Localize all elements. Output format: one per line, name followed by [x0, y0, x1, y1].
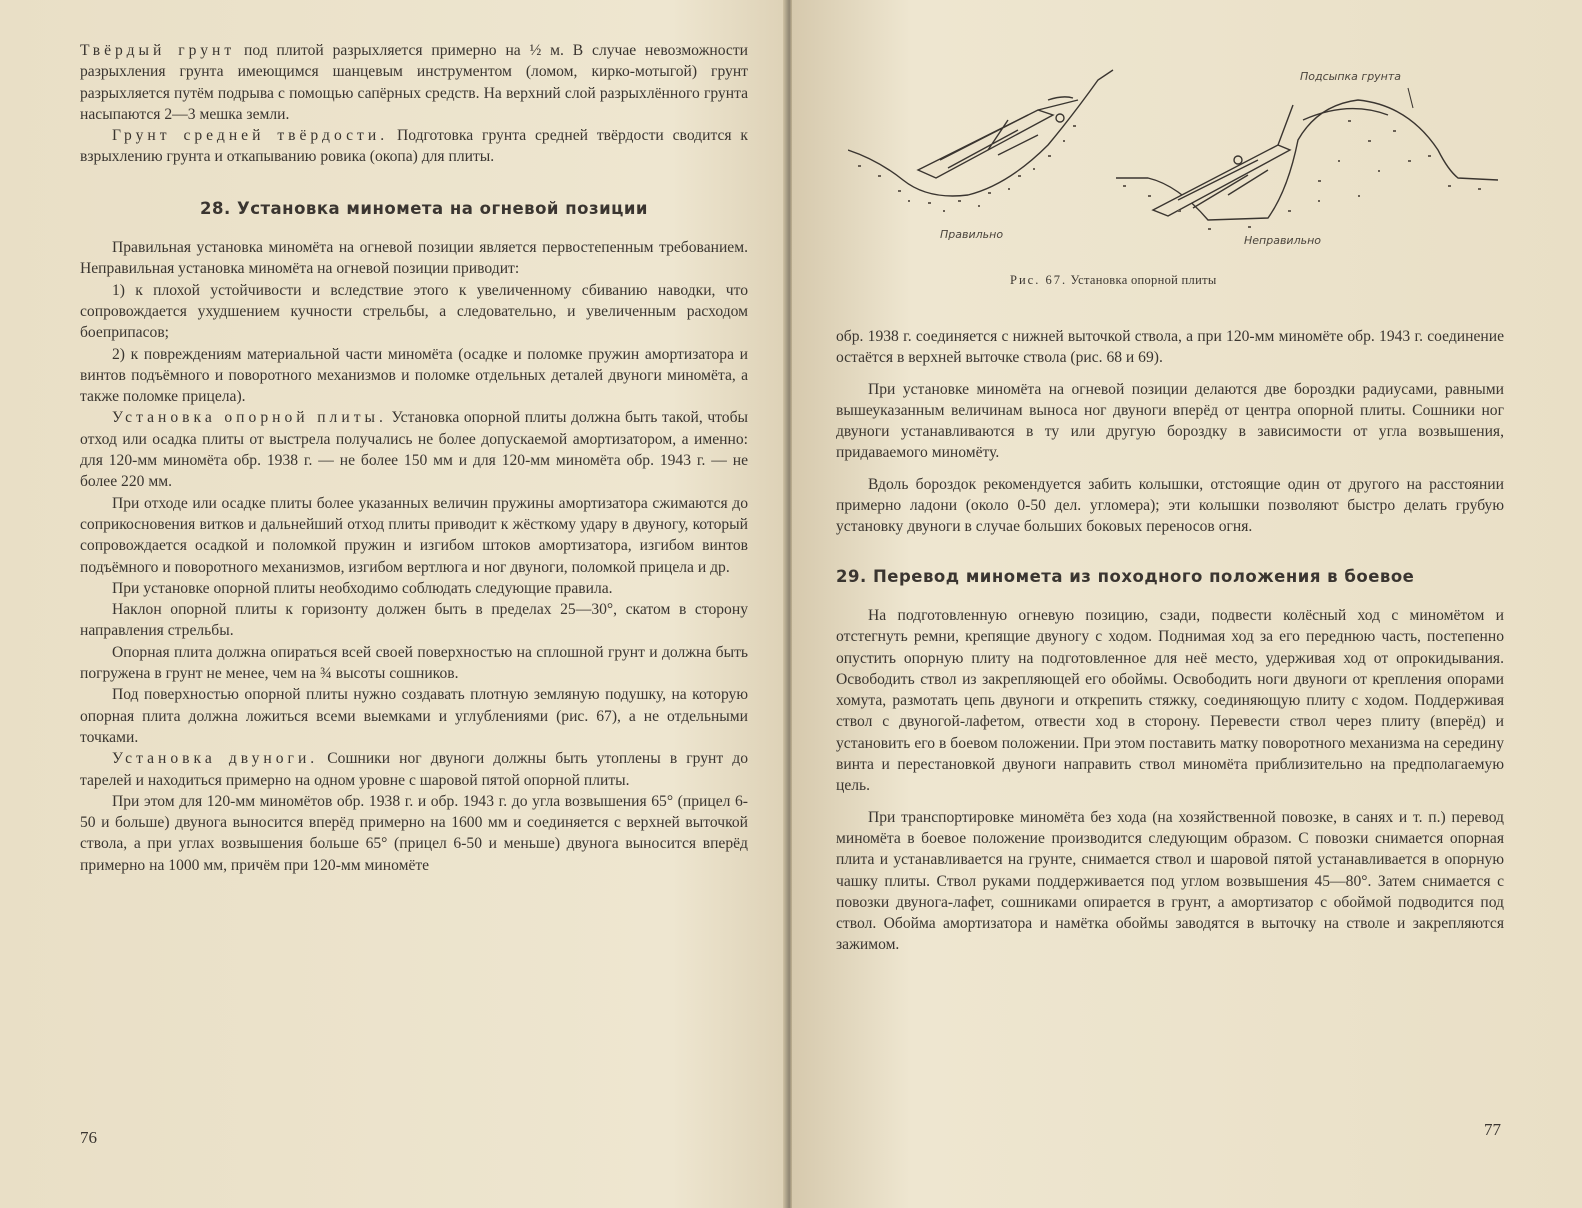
- correct-setup-drawing: [848, 70, 1113, 196]
- page-number: 77: [1484, 1120, 1501, 1139]
- caption-lead: Рис. 67.: [1010, 273, 1068, 287]
- paragraph: [80, 642, 748, 685]
- paragraph-text: При транспортировке миномёта без хода (на хозяйственной повозке, в санях и т. п.) перевод миномёта в боевое положение производится следующим образом. С повозки снимается опорная плита и устанавливается на грунте, снимается ствол и шаровой пятой устанавливается в опорную чашку плиты. Ствол руками поддерживается под углом возвышения 45—80°. Затем снимается с повозки двунога-лафет, сошниками опирается в грунт, а амортизатор с обоймой подводится под ствол. Обойма амортизатора и намётка обоймы заводятся в выточку на стволе и закрепляются зажимом.: [836, 808, 1504, 954]
- spaced-lead: Установка двуноги.: [112, 750, 319, 768]
- spaced-lead: Грунт средней твёрдости.: [112, 127, 389, 145]
- paragraph: [80, 344, 748, 408]
- spaced-lead: Установка опорной плиты.: [112, 409, 387, 427]
- paragraph-text: Опорная плита должна опираться всей своей поверхностью на сплошной грунт и должна быть погружена в грунт не менее, чем на ¾ высоты сошников.: [80, 643, 748, 683]
- paragraph: [80, 237, 748, 280]
- paragraph-text: 1) к плохой устойчивости и вследствие этого к увеличенному сбиванию наводки, что сопровождается ухудшением кучности стрельбы, а следовательно, и увеличенным расходом боеприпасов;: [80, 281, 748, 342]
- paragraph: [80, 280, 748, 344]
- paragraph-text: Вдоль бороздок рекомендуется забить колышки, отстоящие один от другого на расстоянии примерно ладони (около 0-50 дел. угломера); эти колышки позволяют быстро делать грубую установку двуноги в случае больших боковых переносов огня.: [836, 475, 1504, 536]
- figure-caption: [1010, 273, 1217, 288]
- paragraph-text: Под поверхностью опорной плиты нужно создавать плотную земляную подушку, на которую опорная плита должна ложиться всеми выемками и углублениями (рис. 67), а не отдельными точками.: [80, 686, 748, 746]
- caption-text: Установка опорной плиты: [1067, 273, 1217, 287]
- paragraph-text: Наклон опорной плиты к горизонту должен быть в пределах 25—30°, скатом в сторону направления стрельбы.: [80, 601, 748, 640]
- section-heading-28: 28. Установка миномета на огневой позиции: [200, 198, 648, 218]
- paragraph: [80, 684, 748, 748]
- paragraph-text: обр. 1938 г. соединяется с нижней выточкой ствола, а при 120-мм миномёте обр. 1943 г. соединение остаётся в верхней выточке ствола (рис. 68 и 69).: [836, 328, 1504, 367]
- paragraph: [836, 326, 1504, 369]
- left-page-text: [80, 40, 748, 876]
- label-incorrect: Неправильно: [1244, 234, 1322, 247]
- paragraph-text: 2) к повреждениям материальной части миномёта (осадке и поломке пружин амортизатора и винтов подъёмного и поворотного механизмов и поломке отдельных деталей двуноги миномёта, а также поломке прицела).: [80, 345, 748, 406]
- paragraph: [836, 807, 1504, 956]
- section-heading-29: 29. Перевод миномета из походного положения в боевое: [836, 566, 1415, 586]
- paragraph-text: На подготовленную огневую позицию, сзади, подвести колёсный ход с миномётом и отстегнуть ремни, крепящие двуногу с ходом. Поднимая ход за его переднюю часть, постепенно опустить опорную плиту на подготовленное для неё место, удерживая ход от опрокидывания. Освободить ствол из закрепляющей его обоймы. Освободить ноги двуноги от крепления опорами хомута, размотать цепь двуноги и открепить стяжку, соединяющую плиту с ходом. Поддерживая ствол с двуногой-лафетом, отвести ход в сторону. Перевести ствол через плиту (вперёд) и установить его в боевом положении. При этом поставить матку поворотного механизма на середину винта и перестановкой двуноги направить ствол миномёта приблизительно на предполагаемую цель.: [836, 606, 1504, 795]
- label-soil: Подсыпка грунта: [1300, 70, 1402, 83]
- paragraph-text: При установке опорной плиты необходимо соблюдать следующие правила.: [112, 579, 613, 597]
- paragraph: [80, 791, 748, 876]
- paragraph-text: При отходе или осадке плиты более указанных величин пружины амортизатора сжимаются до соприкосновения витков и дальнейший отход плиты приводит к жёсткому удару в двуногу, который сопровождается осадкой и поломкой пружин и изгибом штоков амортизатора, изгибом винтов подъёмного и поворотного механизмов, изгибом вертлюга и ног двуноги, поломкой прицела и др.: [80, 494, 748, 576]
- paragraph-text: Сошники ног двуноги должны быть утоплены в грунт до тарелей и находиться примерно на одном уровне с шаровой пятой опорной плиты.: [80, 750, 748, 789]
- spaced-lead: Твёрдый грунт: [80, 42, 236, 59]
- paragraph: [80, 493, 748, 578]
- paragraph: [80, 748, 748, 791]
- paragraph: [80, 40, 748, 125]
- paragraph: [80, 578, 748, 599]
- paragraph-text: При установке миномёта на огневой позиции делаются две бороздки радиусами, равными вышеуказанным величинам выноса ног двуноги вперёд от центра опорной плиты. Сошники ног двуноги устанавливаются в ту или другую бороздку в зависимости от угла возвышения, придаваемого миномёту.: [836, 380, 1504, 462]
- paragraph-text: Установка опорной плиты должна быть такой, чтобы отход или осадка плиты от выстрела получались не более допускаемой амортизатором, а именно: для 120-мм миномёта обр. 1938 г. — не более 150 мм и для 120-мм миномёта обр. 1943 г. — не более 220 мм.: [80, 409, 748, 491]
- left-page: [0, 0, 790, 1208]
- paragraph-text: При этом для 120-мм миномётов обр. 1938 г. и обр. 1943 г. до угла возвышения 65° (прицел 6-50 и больше) двунога выносится вперёд примерно на 1600 мм и соединяется с верхней выточкой ствола, а при углах возвышения больше 65° (прицел 6-50 и меньше) двунога выносится вперёд примерно на 1000 мм, причём при 120-мм миномёте: [80, 792, 748, 874]
- paragraph: [836, 379, 1504, 464]
- paragraph-text: под плитой разрыхляется примерно на ½ м. В случае невозможности разрыхления грунта имеющимся шанцевым инструментом (ломом, кирко-мотыгой) грунт разрыхляется путём подрыва с помощью сапёрных средств. На верхний слой разрыхлённого грунта насыпаются 2—3 мешка земли.: [80, 42, 748, 123]
- page-number: 76: [80, 1128, 97, 1147]
- paragraph-text: Правильная установка миномёта на огневой позиции является первостепенным требованием. Неправильная установка миномёта на огневой позиции приводит:: [80, 239, 748, 278]
- paragraph: [80, 599, 748, 642]
- paragraph-text: Подготовка грунта средней твёрдости сводится к взрыхлению грунта и откапыванию ровика (окопа) для плиты.: [80, 127, 748, 166]
- incorrect-setup-drawing: [1116, 100, 1498, 220]
- paragraph: [80, 407, 748, 492]
- figure-67: [848, 60, 1508, 260]
- correct-soil-hatching: [858, 125, 1076, 212]
- paragraph: [80, 125, 748, 168]
- right-page-text: [836, 326, 1504, 956]
- paragraph: [836, 605, 1504, 797]
- label-correct: Правильно: [940, 228, 1004, 241]
- soil-pointer: [1408, 88, 1413, 108]
- paragraph: [836, 474, 1504, 538]
